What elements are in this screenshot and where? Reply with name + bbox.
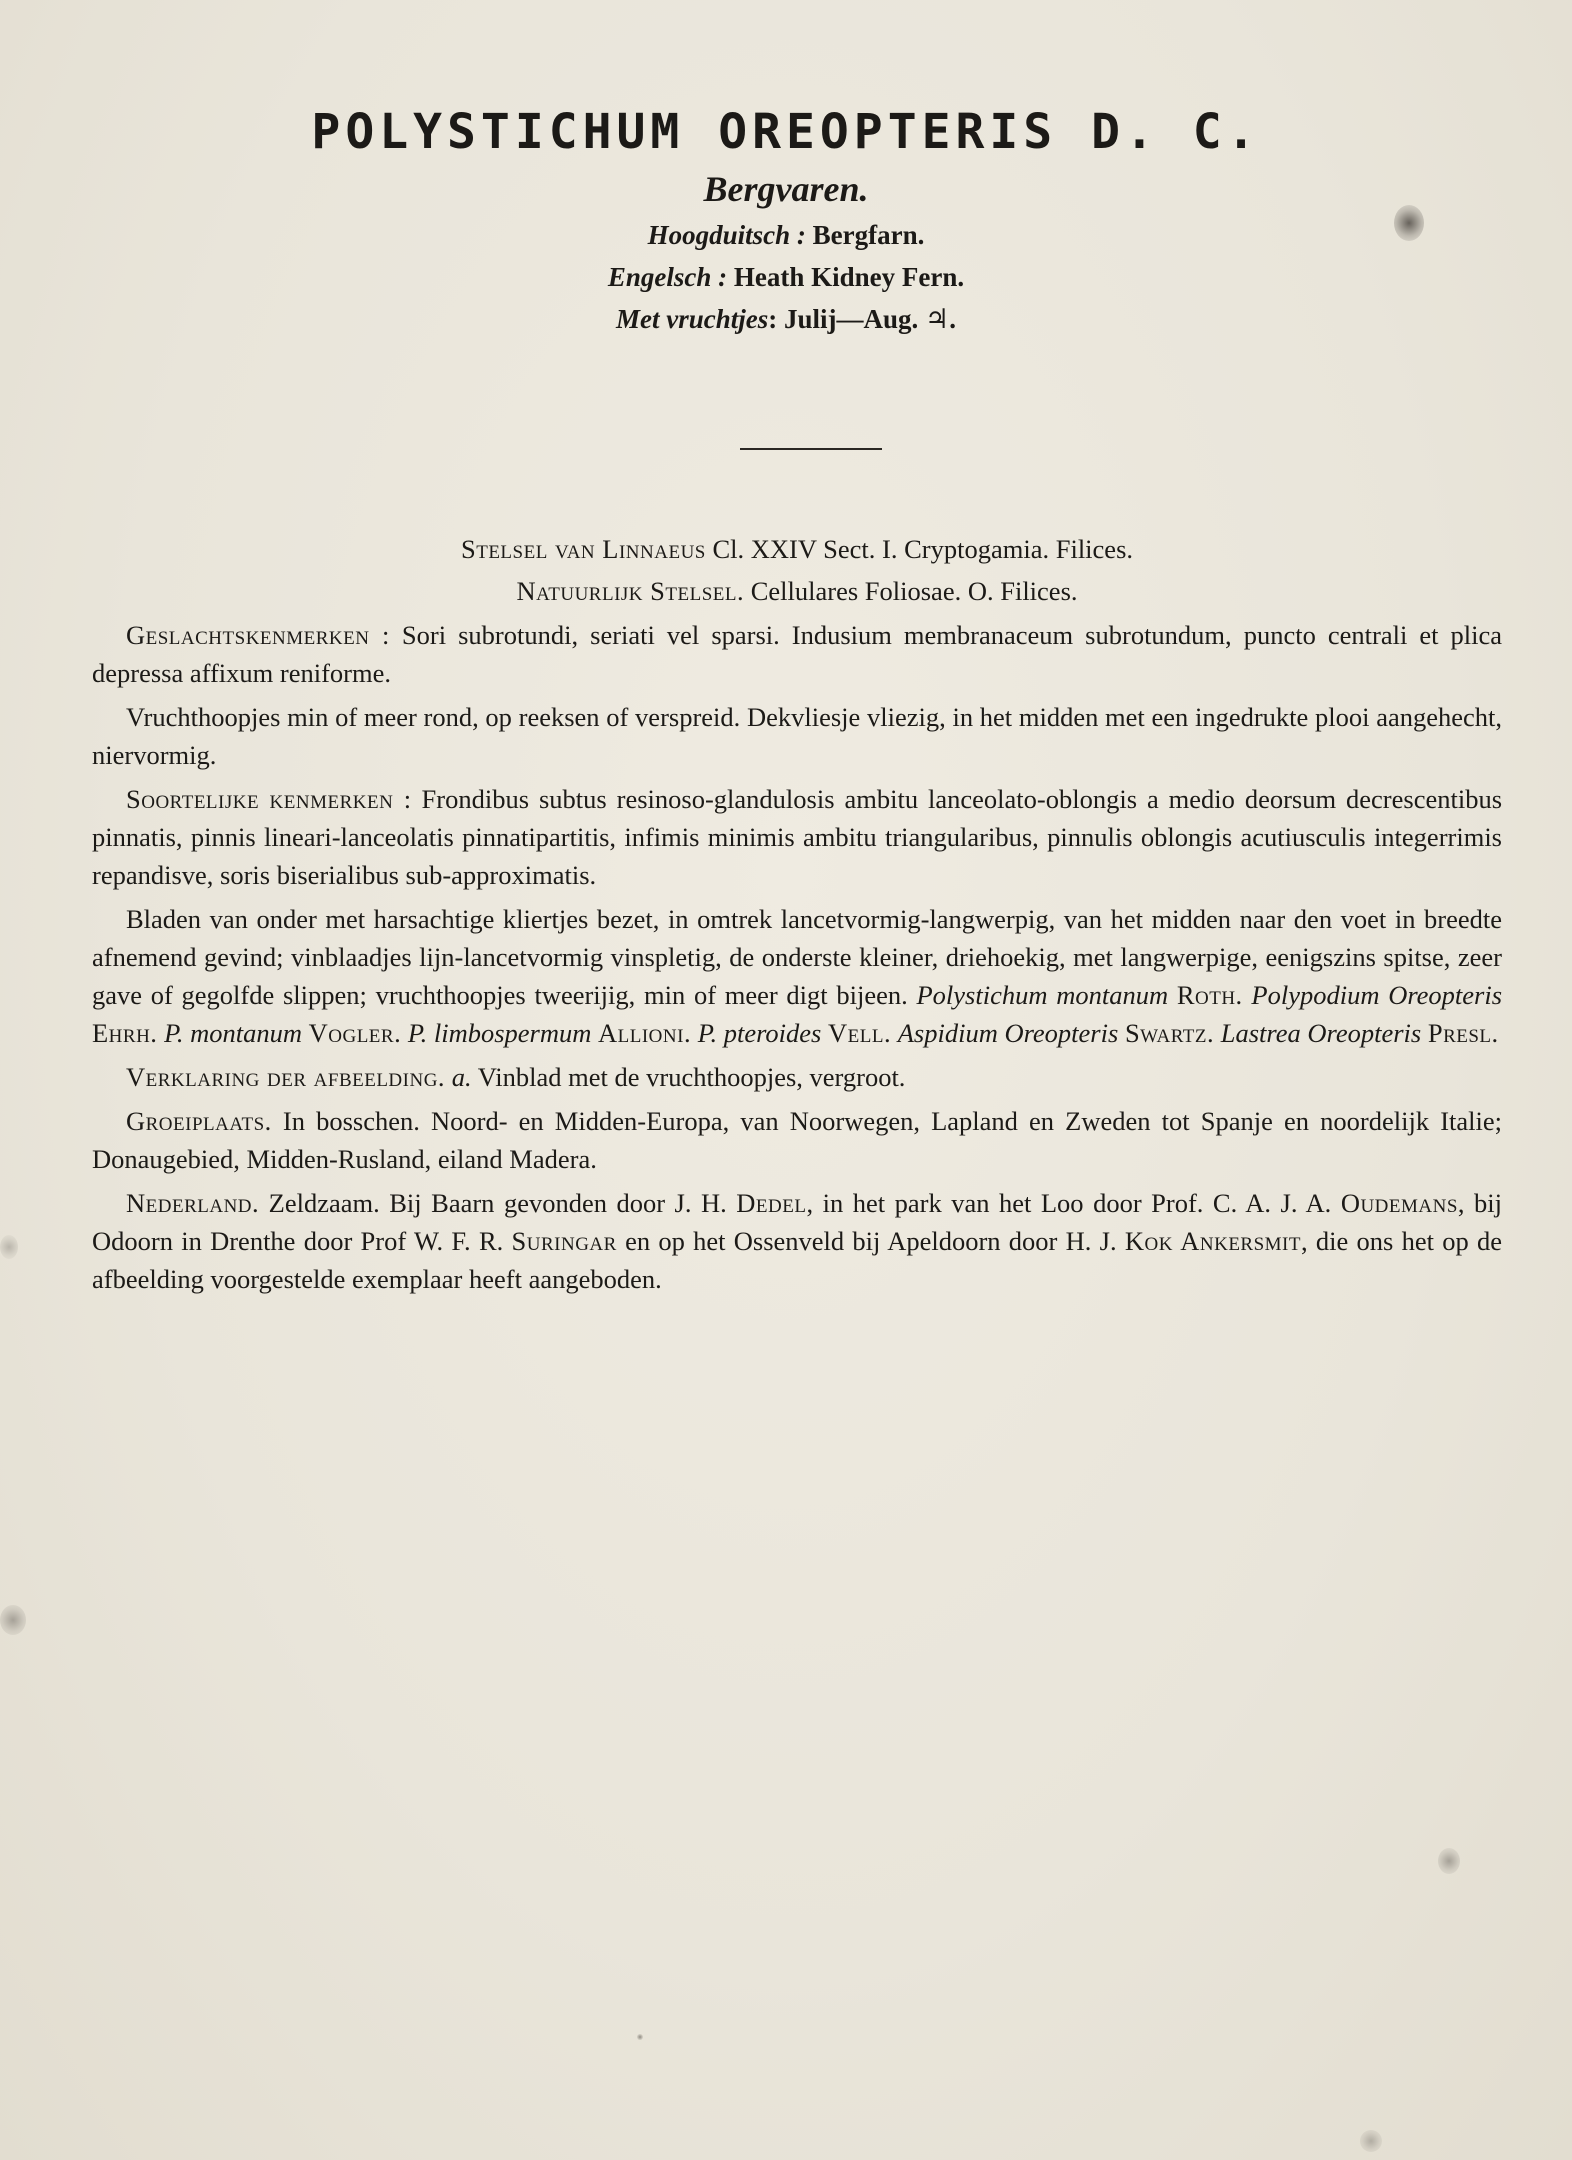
synonym-name: P. limbospermum	[407, 1018, 592, 1048]
collector-name: Suringar	[511, 1226, 617, 1256]
collector-name: Oudemans	[1340, 1188, 1458, 1218]
linnaeus-label: Stelsel van Linnaeus	[460, 534, 706, 564]
english-value: Heath Kidney Fern.	[733, 262, 965, 292]
foxing-spot	[1438, 1848, 1460, 1874]
foxing-spot	[0, 1605, 26, 1635]
synonym-name: P. montanum	[164, 1018, 302, 1048]
common-name: Bergvaren.	[703, 169, 869, 209]
species-latin-paragraph	[92, 780, 1502, 894]
figure-explanation-paragraph	[92, 1058, 1502, 1096]
figure-label: Verklaring der afbeelding.	[126, 1062, 446, 1092]
netherlands-text: en op het Ossenveld bij Apeldoorn door H. J.	[625, 1226, 1117, 1256]
habitat-label: Groeiplaats.	[126, 1106, 272, 1136]
synonym-author: Vell.	[828, 1018, 892, 1048]
divider-rule	[740, 448, 882, 450]
synonym-name: Aspidium Oreopteris	[897, 1018, 1119, 1048]
species-dutch-paragraph	[92, 900, 1502, 1052]
linnaeus-system-line	[92, 530, 1502, 568]
collector-name: Kok Ankersmit	[1124, 1226, 1301, 1256]
species-dutch-text: Bladen van onder met harsachtige kliertjes bezet, in omtrek lancetvormig-langwerpig, van het midden naar den voet in breedte afnemend gevind; vinblaadjes lijn-lancetvormig vinspletig, de onderste kleiner, driehoekig, met langwerpige, eenigszins spitse, zeer gave of gegolfde slippen; vruchthoopjes tweerijig, min of meer digt bijeen.	[92, 904, 1502, 1010]
figure-text: Vinblad met de vruchthoopjes, vergroot.	[477, 1062, 906, 1092]
netherlands-text: , die ons het op de afbeelding voorgestelde exemplaar heeft aangeboden.	[92, 1226, 1503, 1294]
genus-latin-text: Sori subrotundi, seriati vel sparsi. Indusium membranaceum subrotundum, puncto centrali et plica depressa affixum reniforme.	[92, 620, 1502, 688]
genus-dutch-paragraph: Vruchthoopjes min of meer rond, op reeksen of verspreid. Dekvliesje vliezig, in het midden met een ingedrukte plooi aangehecht, niervormig.	[92, 702, 1502, 770]
german-name-line	[0, 214, 1572, 256]
synonym-author: Allioni.	[598, 1018, 692, 1048]
english-label: Engelsch :	[607, 262, 728, 292]
habitat-text: In bosschen. Noord- en Midden-Europa, van Noorwegen, Lapland en Zweden tot Spanje en noordelijk Italie; Donaugebied, Midden-Rusland, eiland Madera.	[92, 1106, 1502, 1174]
synonym-author: Swartz.	[1124, 1018, 1215, 1048]
english-name-line	[0, 256, 1572, 298]
synonym-name: P. pteroides	[697, 1018, 822, 1048]
foxing-spot	[0, 1235, 18, 1259]
netherlands-paragraph	[92, 1184, 1502, 1298]
synonym-name: Polypodium Oreopteris	[1251, 980, 1503, 1010]
netherlands-label: Nederland.	[126, 1188, 260, 1218]
foxing-spot	[637, 2034, 643, 2040]
fruiting-value: : Julij—Aug. ♃.	[768, 304, 956, 334]
synonym-name: Polystichum montanum	[916, 980, 1169, 1010]
synonym-author: Roth.	[1176, 980, 1243, 1010]
synonym-author: Presl.	[1427, 1018, 1499, 1048]
foxing-spot	[1360, 2130, 1382, 2152]
netherlands-text: , in het park van het Loo door Prof. C. A. J. A.	[806, 1188, 1332, 1218]
habitat-paragraph	[92, 1102, 1502, 1178]
species-label: Soortelijke kenmerken :	[126, 784, 412, 814]
header	[0, 100, 1572, 340]
species-title: POLYSTICHUM OREOPTERIS D. C.	[311, 104, 1261, 160]
fruiting-label: Met vruchtjes	[616, 304, 769, 334]
natural-system-line	[92, 572, 1502, 610]
synonym-author: Vogler.	[308, 1018, 402, 1048]
natural-label: Natuurlijk Stelsel.	[516, 576, 745, 606]
netherlands-text: , bij Odoorn in Drenthe door Prof W. F. R.	[92, 1188, 1503, 1256]
species-latin-text: Frondibus subtus resinoso-glandulosis ambitu lanceolato-oblongis a medio deorsum decrescentibus pinnatis, pinnis lineari-lanceolatis pinnatipartitis, infimis minimis ambitu triangularibus, pinnulis oblongis acutiusculis integerrimis repandisve, soris biserialibus sub-approximatis.	[92, 784, 1503, 890]
synonym-author: Ehrh.	[92, 1018, 158, 1048]
netherlands-text: Zeldzaam. Bij Baarn gevonden door J. H.	[268, 1188, 727, 1218]
genus-label: Geslachtskenmerken :	[126, 620, 390, 650]
german-value: Bergfarn.	[812, 220, 925, 250]
synonym-name: Lastrea Oreopteris	[1220, 1018, 1422, 1048]
fruiting-line	[0, 298, 1572, 340]
description-body	[92, 530, 1502, 1298]
linnaeus-text: Cl. XXIV Sect. I. Cryptogamia. Filices.	[712, 534, 1134, 564]
figure-letter: a.	[451, 1062, 472, 1092]
german-label: Hoogduitsch :	[647, 220, 806, 250]
natural-text: Cellulares Foliosae. O. Filices.	[750, 576, 1078, 606]
genus-latin-paragraph	[92, 616, 1502, 692]
collector-name: Dedel	[736, 1188, 807, 1218]
